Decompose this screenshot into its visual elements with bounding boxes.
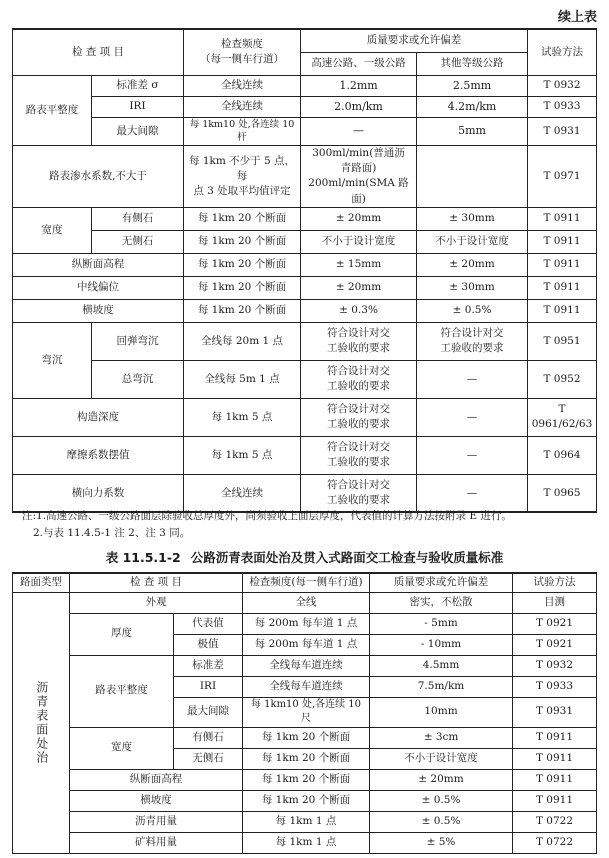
continued-label: 续上表 (557, 10, 597, 25)
row-label: 纵断面高程 (70, 769, 243, 790)
req-cell: ± 0.5% (370, 790, 513, 811)
header-item: 检 查 项 目 (13, 29, 184, 75)
req-other-cell: ± 30mm (417, 207, 528, 230)
req-high-cell: ± 20mm (301, 207, 417, 230)
method-cell: T 0961/62/63 (528, 398, 597, 436)
req-cell: 7.5m/km (370, 676, 513, 697)
table-row (13, 398, 597, 436)
freq-cell: 每 1km 1 点 (243, 832, 370, 853)
method-cell: 目测 (513, 592, 597, 613)
table-notes (22, 508, 597, 542)
row-label: 矿料用量 (70, 832, 243, 853)
req-cell: 10mm (370, 697, 513, 727)
req-other-cell: 4.2m/km (417, 96, 528, 117)
table-row (13, 230, 597, 253)
header-method: 试验方法 (528, 29, 597, 75)
row-label: 弯沉 (13, 322, 92, 398)
header-req: 质量要求或允许偏差 (370, 573, 513, 592)
req-other-cell: ± 20mm (417, 253, 528, 276)
req-high-cell: 符合设计对交 工验收的要求 (301, 322, 417, 360)
method-cell: T 0911 (513, 769, 597, 790)
method-cell: T 0965 (528, 474, 597, 512)
freq-cell: 每 1km 20 个断面 (243, 748, 370, 769)
req-other-cell: ± 0.5% (417, 299, 528, 322)
freq-cell: 全线每 20m 1 点 (184, 322, 301, 360)
sub-item: 回弹弯沉 (92, 322, 184, 360)
header-item: 检 查 项 目 (70, 573, 243, 592)
header-freq: 检查频度(每一侧车行道) (243, 573, 370, 592)
row-label: 摩擦系数摆值 (13, 436, 184, 474)
sub-item: IRI (174, 676, 243, 697)
row-label: 构造深度 (13, 398, 184, 436)
note-1: 注:1.高速公路、一级公路面层除验收总厚度外，尚须验收上面层厚度，代表值的计算方法按附录 E 进行。 (22, 510, 512, 522)
req-high-cell: ± 20mm (301, 276, 417, 299)
table-row (13, 253, 597, 276)
req-other-cell: — (417, 474, 528, 512)
freq-cell: 每 1km 20 个断面 (243, 727, 370, 748)
req-high-cell: 2.0m/km (301, 96, 417, 117)
method-cell: T 0921 (513, 634, 597, 655)
freq-cell: 全线连续 (184, 96, 301, 117)
table-caption (0, 548, 609, 566)
table-row (13, 322, 597, 360)
req-cell: - 5mm (370, 613, 513, 634)
req-other-cell: 5mm (417, 117, 528, 146)
method-cell: T 0722 (513, 832, 597, 853)
method-cell: T 0964 (528, 436, 597, 474)
req-cell: 密实，不松散 (370, 592, 513, 613)
table-row (13, 117, 597, 146)
row-label: 宽度 (70, 727, 174, 769)
sub-item: 总弯沉 (92, 360, 184, 398)
row-label: 纵断面高程 (13, 253, 184, 276)
table-row (13, 96, 597, 117)
row-label: 路表渗水系数,不大于 (13, 146, 184, 208)
method-cell: T 0971 (528, 146, 597, 208)
sub-item: 无侧石 (174, 748, 243, 769)
freq-cell: 全线每车道连续 (243, 676, 370, 697)
sub-item: 最大间隙 (92, 117, 184, 146)
row-label: 路表平整度 (13, 75, 92, 146)
method-cell: T 0911 (528, 207, 597, 230)
header-type: 路面类型 (13, 573, 70, 592)
freq-cell: 每 1km 1 点 (243, 811, 370, 832)
row-label: 横向力系数 (13, 474, 184, 512)
req-other-cell: 不小于设计宽度 (417, 230, 528, 253)
freq-cell: 全线连续 (184, 75, 301, 96)
method-cell: T 0911 (513, 727, 597, 748)
freq-cell: 每 1km 20 个断面 (184, 207, 301, 230)
req-high-cell: 符合设计对交 工验收的要求 (301, 436, 417, 474)
req-other-cell: — (417, 436, 528, 474)
table-row (13, 592, 597, 613)
table-row (13, 75, 597, 96)
req-cell: 4.5mm (370, 655, 513, 676)
table-header-row (13, 29, 597, 52)
freq-cell: 每 1km10 处,各连续 10 杆 (184, 117, 301, 146)
table-row (13, 360, 597, 398)
method-cell: T 0911 (513, 748, 597, 769)
table-row (13, 811, 597, 832)
table-row (13, 146, 597, 208)
note-2: 2.与表 11.4.5-1 注 2、注 3 同。 (33, 527, 191, 539)
row-label: 路表平整度 (70, 655, 174, 727)
table-row (13, 299, 597, 322)
method-cell: T 0952 (528, 360, 597, 398)
table-row (13, 655, 597, 676)
table-row (13, 276, 597, 299)
req-other-cell: 2.5mm (417, 75, 528, 96)
req-other-cell: — (417, 360, 528, 398)
freq-cell: 全线每车道连续 (243, 655, 370, 676)
method-cell: T 0932 (528, 75, 597, 96)
sub-item: 极值 (174, 634, 243, 655)
freq-cell: 每 1km 5 点 (184, 398, 301, 436)
freq-cell: 每 1km 20 个断面 (243, 790, 370, 811)
freq-cell: 全线每 5m 1 点 (184, 360, 301, 398)
freq-cell: 每 1km 20 个断面 (243, 769, 370, 790)
freq-cell: 每 1km 不少于 5 点，每 点 3 处取平均值评定 (184, 146, 301, 208)
freq-cell: 每 200m 每车道 1 点 (243, 613, 370, 634)
row-label: 沥青用量 (70, 811, 243, 832)
req-high-cell: 300ml/min(普通沥 青路面) 200ml/min(SMA 路面) (301, 146, 417, 208)
table-header-row (13, 573, 597, 592)
req-cell: ± 0.5% (370, 811, 513, 832)
req-high-cell: 符合设计对交 工验收的要求 (301, 398, 417, 436)
method-cell: T 0911 (528, 253, 597, 276)
quality-table-continued (12, 28, 597, 513)
sub-item: 无侧石 (92, 230, 184, 253)
header-req-high: 高速公路、一级公路 (301, 52, 417, 75)
pavement-type-cell: 沥青表面处治 (13, 592, 70, 853)
req-high-cell: 1.2mm (301, 75, 417, 96)
method-cell: T 0911 (513, 790, 597, 811)
header-method: 试验方法 (513, 573, 597, 592)
sub-item: 有侧石 (92, 207, 184, 230)
method-cell: T 0911 (528, 276, 597, 299)
header-freq: 检查频度 （每一侧车行道） (184, 29, 301, 75)
freq-cell: 每 200m 每车道 1 点 (243, 634, 370, 655)
method-cell: T 0931 (513, 697, 597, 727)
freq-cell: 全线连续 (184, 474, 301, 512)
req-cell: ± 20mm (370, 769, 513, 790)
req-cell: 不小于设计宽度 (370, 748, 513, 769)
freq-cell: 每 1km 20 个断面 (184, 253, 301, 276)
table-row (13, 474, 597, 512)
req-high-cell: 不小于设计宽度 (301, 230, 417, 253)
table-row (13, 207, 597, 230)
req-other-cell: ± 30mm (417, 276, 528, 299)
req-other-cell (417, 146, 528, 208)
row-label: 横坡度 (13, 299, 184, 322)
table-row (13, 613, 597, 634)
method-cell: T 0921 (513, 613, 597, 634)
freq-cell: 每 1km 5 点 (184, 436, 301, 474)
method-cell: T 0951 (528, 322, 597, 360)
method-cell: T 0933 (513, 676, 597, 697)
freq-cell: 每 1km 20 个断面 (184, 230, 301, 253)
header-req-other: 其他等级公路 (417, 52, 528, 75)
req-high-cell: 符合设计对交 工验收的要求 (301, 474, 417, 512)
row-label: 中线偏位 (13, 276, 184, 299)
table-row (13, 436, 597, 474)
freq-cell: 每 1km 20 个断面 (184, 299, 301, 322)
table-row (13, 727, 597, 748)
freq-cell: 全线 (243, 592, 370, 613)
req-cell: - 10mm (370, 634, 513, 655)
sub-item: 最大间隙 (174, 697, 243, 727)
caption-title: 公路沥青表面处治及贯入式路面交工检查与验收质量标准 (190, 550, 504, 565)
req-high-cell: — (301, 117, 417, 146)
sub-item: 标准差 (174, 655, 243, 676)
req-high-cell: ± 0.3% (301, 299, 417, 322)
req-other-cell: — (417, 398, 528, 436)
req-high-cell: ± 15mm (301, 253, 417, 276)
table-row (13, 790, 597, 811)
method-cell: T 0932 (513, 655, 597, 676)
surface-treatment-quality-table (12, 572, 597, 854)
header-req: 质量要求或允许偏差 (301, 29, 528, 52)
sub-item: 有侧石 (174, 727, 243, 748)
table-row (13, 832, 597, 853)
row-label: 横坡度 (70, 790, 243, 811)
req-high-cell: 符合设计对交 工验收的要求 (301, 360, 417, 398)
caption-number: 表 11.5.1-2 (105, 550, 181, 565)
sub-item: IRI (92, 96, 184, 117)
freq-cell: 每 1km10 处,各连续 10 尺 (243, 697, 370, 727)
row-label: 厚度 (70, 613, 174, 655)
row-label: 宽度 (13, 207, 92, 253)
method-cell: T 0911 (528, 230, 597, 253)
method-cell: T 0911 (528, 299, 597, 322)
req-cell: ± 5% (370, 832, 513, 853)
req-other-cell: 符合设计对交 工验收的要求 (417, 322, 528, 360)
method-cell: T 0933 (528, 96, 597, 117)
req-cell: ± 3cm (370, 727, 513, 748)
freq-cell: 每 1km 20 个断面 (184, 276, 301, 299)
method-cell: T 0931 (528, 117, 597, 146)
method-cell: T 0722 (513, 811, 597, 832)
row-label: 外观 (70, 592, 243, 613)
table-row (13, 769, 597, 790)
sub-item: 代表值 (174, 613, 243, 634)
sub-item: 标准差 σ (92, 75, 184, 96)
